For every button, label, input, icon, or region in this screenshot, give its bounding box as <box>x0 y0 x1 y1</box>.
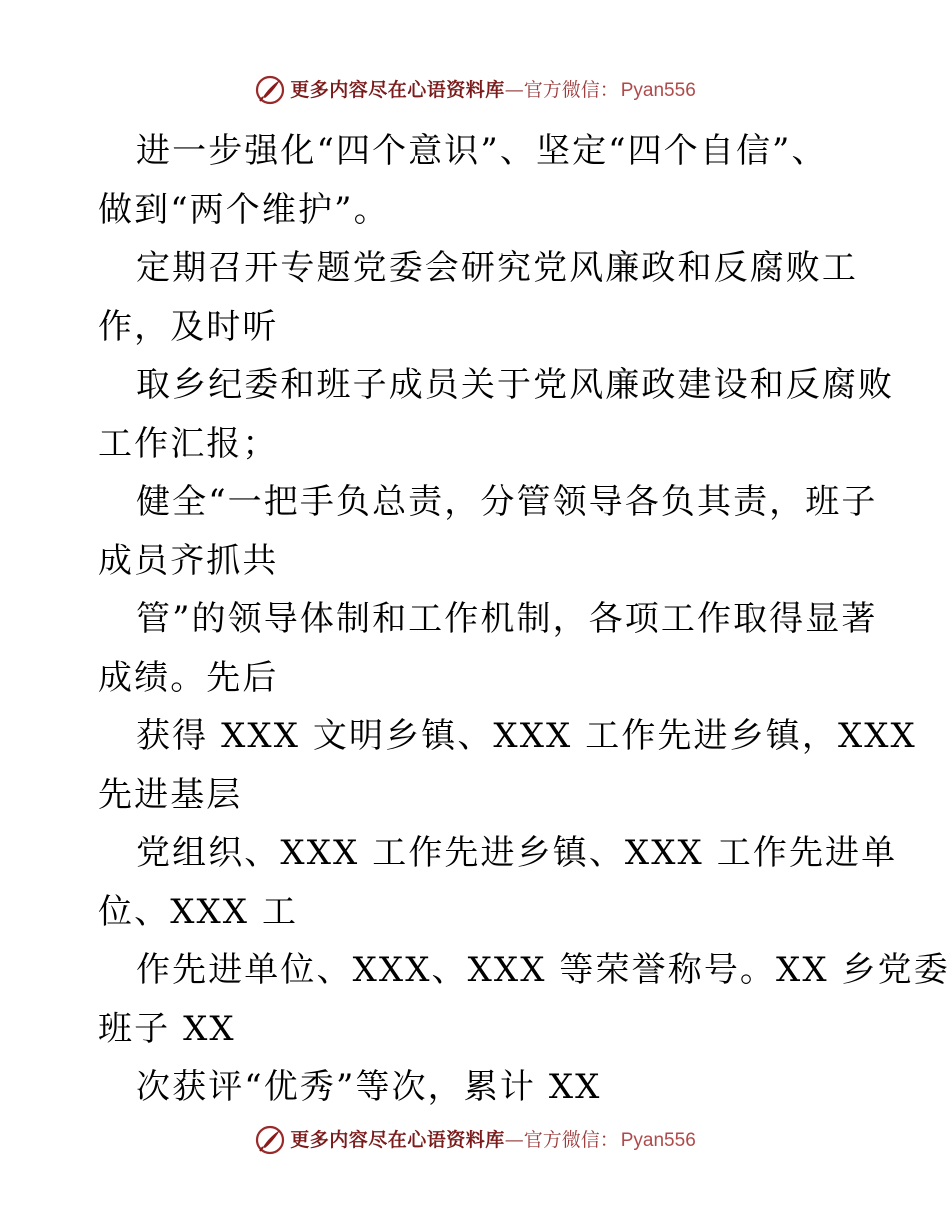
text-line: 进一步强化“四个意识”、坚定“四个自信”、 <box>136 131 828 171</box>
header-dash: — <box>504 78 524 101</box>
quill-logo-icon <box>254 1124 286 1156</box>
header-official-label: 官方微信： <box>523 78 619 101</box>
quill-logo-icon <box>254 74 286 106</box>
text-line: 做到“两个维护”。 <box>98 189 390 230</box>
page-footer <box>0 1120 950 1160</box>
text-line: 成员齐抓共 <box>98 540 279 581</box>
text-line: 次获评“优秀”等次，累计 XX <box>136 1067 602 1107</box>
document-body <box>98 122 950 1117</box>
text-line: 位、XXX 工 <box>98 891 299 932</box>
text-line: 先进基层 <box>98 774 243 815</box>
footer-brand-text: 更多内容尽在心语资料库 <box>290 1128 505 1151</box>
text-line: 健全“一把手负总责，分管领导各负其责，班子 <box>136 482 878 522</box>
footer-dash: — <box>504 1128 524 1151</box>
text-line: 作，及时听 <box>98 306 279 347</box>
footer-official-label: 官方微信： <box>523 1128 619 1151</box>
text-line: 成绩。先后 <box>98 657 279 698</box>
text-line: 获得 XXX 文明乡镇、XXX 工作先进乡镇，XXX <box>136 716 917 756</box>
text-line: 管”的领导体制和工作机制，各项工作取得显著 <box>136 599 878 639</box>
text-line: 定期召开专题党委会研究党风廉政和反腐败工 <box>136 248 858 288</box>
page-header <box>0 70 950 110</box>
header-wechat-id: Pyan556 <box>620 79 696 101</box>
text-line: 工作汇报； <box>98 423 279 464</box>
text-line: 党组织、XXX 工作先进乡镇、XXX 工作先进单 <box>136 833 898 873</box>
header-brand-text: 更多内容尽在心语资料库 <box>290 78 505 101</box>
text-line: 取乡纪委和班子成员关于党风廉政建设和反腐败 <box>136 365 895 405</box>
footer-wechat-id: Pyan556 <box>620 1129 696 1151</box>
text-line: 作先进单位、XXX、XXX 等荣誉称号。XX 乡党委 <box>136 950 950 990</box>
text-line: 班子 XX <box>98 1008 236 1049</box>
